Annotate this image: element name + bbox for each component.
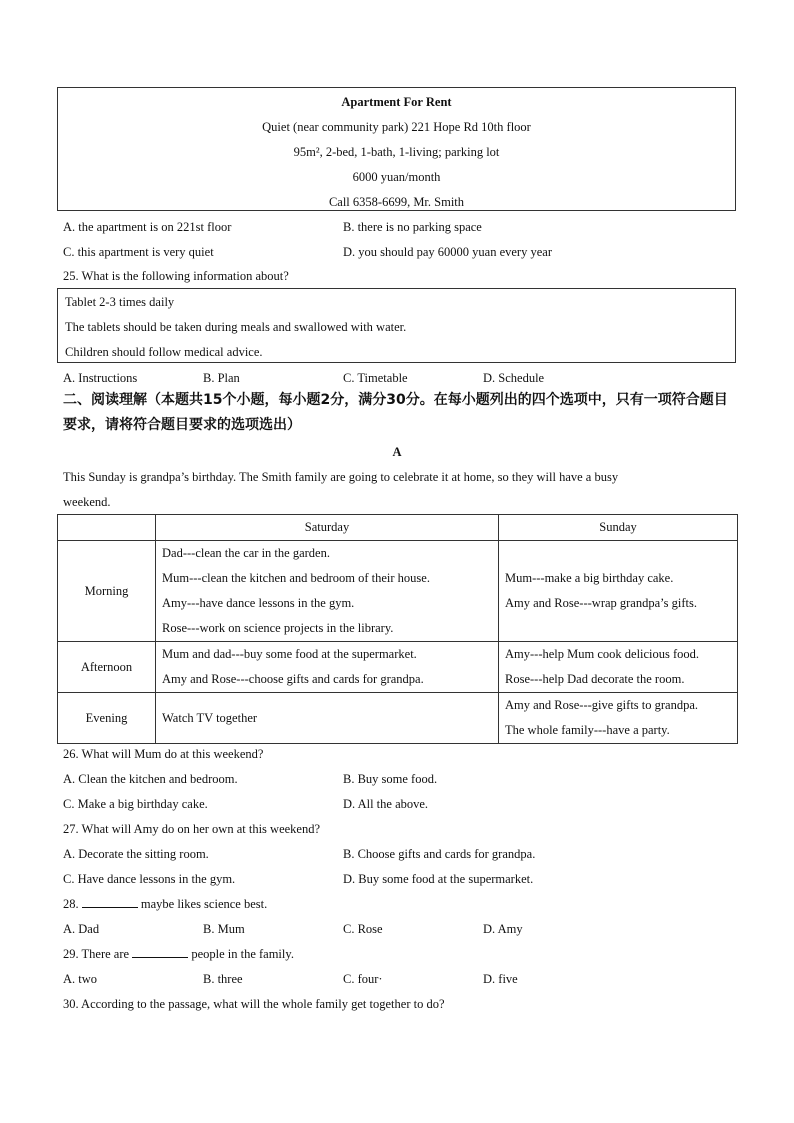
- q29-text-pre: 29. There are: [63, 947, 130, 961]
- medicine-line: The tablets should be taken during meals and swallowed with water.: [65, 320, 407, 334]
- activity-line: Mum---clean the kitchen and bedroom of their house.: [162, 571, 430, 585]
- table-header-sunday: Sunday: [499, 515, 738, 541]
- activity-line: Mum---make a big birthday cake.: [505, 571, 674, 585]
- activity-line: Rose---help Dad decorate the room.: [505, 672, 685, 686]
- ad-price: 6000 yuan/month: [352, 170, 441, 184]
- q27-question: 27. What will Amy do on her own at this weekend?: [63, 822, 321, 836]
- q29-option-b[interactable]: B. three: [203, 972, 243, 986]
- q25-option-a[interactable]: A. Instructions: [63, 371, 138, 385]
- q26-option-d[interactable]: D. All the above.: [343, 797, 429, 811]
- passage-intro-line: This Sunday is grandpa’s birthday. The Smith family are going to celebrate it at home, so they will have a busy: [63, 470, 619, 484]
- answer-blank[interactable]: [82, 896, 138, 908]
- q29-option-d[interactable]: D. five: [483, 972, 518, 986]
- q28-option-b[interactable]: B. Mum: [203, 922, 245, 936]
- passage-label: A: [392, 445, 402, 459]
- saturday-cell: [156, 541, 499, 642]
- sunday-cell: [499, 642, 738, 693]
- activity-line: The whole family---have a party.: [505, 723, 670, 737]
- q28-option-a[interactable]: A. Dad: [63, 922, 100, 936]
- q27-option-c[interactable]: C. Have dance lessons in the gym.: [63, 872, 236, 886]
- section-heading: 二、阅读理解（本题共15个小题，每小题2分，满分30分。在每小题列出的四个选项中，只有一项符合题目要求，请将符合题目要求的选项选出）: [63, 392, 728, 433]
- q26-option-b[interactable]: B. Buy some food.: [343, 772, 438, 786]
- q28-number: 28.: [63, 897, 79, 911]
- row-label: Morning: [58, 541, 156, 642]
- passage-intro-line: weekend.: [63, 495, 111, 509]
- q29-question: [63, 946, 294, 962]
- ad-title: Apartment For Rent: [341, 95, 452, 109]
- sunday-cell: [499, 541, 738, 642]
- activity-line: Dad---clean the car in the garden.: [162, 546, 330, 560]
- ad-contact: Call 6358-6699, Mr. Smith: [328, 195, 465, 209]
- q28-option-d[interactable]: D. Amy: [483, 922, 523, 936]
- activity-line: Amy---have dance lessons in the gym.: [162, 596, 355, 610]
- table-row-evening: [58, 693, 738, 744]
- activity-line: Mum and dad---buy some food at the supermarket.: [162, 647, 417, 661]
- activity-line: Rose---work on science projects in the library.: [162, 621, 394, 635]
- q27-option-a[interactable]: A. Decorate the sitting room.: [63, 847, 209, 861]
- q28-option-c[interactable]: C. Rose: [343, 922, 383, 936]
- q28-text: maybe likes science best.: [140, 897, 268, 911]
- sunday-cell: [499, 693, 738, 744]
- activity-line: Watch TV together: [162, 710, 258, 725]
- q26-option-a[interactable]: A. Clean the kitchen and bedroom.: [63, 772, 238, 786]
- q29-option-c[interactable]: C. four·: [343, 972, 383, 986]
- activity-line: Amy and Rose---choose gifts and cards for grandpa.: [162, 672, 424, 686]
- row-label: Evening: [58, 693, 156, 744]
- q25-option-b[interactable]: B. Plan: [203, 371, 240, 385]
- activity-line: Amy and Rose---wrap grandpa’s gifts.: [505, 596, 697, 610]
- q25-option-c[interactable]: C. Timetable: [343, 371, 408, 385]
- q29-option-a[interactable]: A. two: [63, 972, 98, 986]
- q27-option-d[interactable]: D. Buy some food at the supermarket.: [343, 872, 534, 886]
- saturday-cell: [156, 693, 499, 744]
- q26-question: 26. What will Mum do at this weekend?: [63, 747, 264, 761]
- q26-option-c[interactable]: C. Make a big birthday cake.: [63, 797, 208, 811]
- q27-option-b[interactable]: B. Choose gifts and cards for grandpa.: [343, 847, 536, 861]
- apartment-ad-box: [57, 87, 736, 211]
- table-row-afternoon: [58, 642, 738, 693]
- q25-question: 25. What is the following information about?: [63, 269, 289, 283]
- medicine-line: Children should follow medical advice.: [65, 345, 263, 359]
- saturday-cell: [156, 642, 499, 693]
- table-header-empty: [58, 515, 156, 541]
- q24-option-d[interactable]: D. you should pay 60000 yuan every year: [343, 245, 552, 259]
- medicine-line: Tablet 2-3 times daily: [65, 295, 175, 309]
- q24-option-a[interactable]: A. the apartment is on 221st floor: [63, 220, 232, 234]
- weekend-schedule-table: [57, 514, 738, 744]
- q24-option-c[interactable]: C. this apartment is very quiet: [63, 245, 214, 259]
- row-label: Afternoon: [58, 642, 156, 693]
- q28-question: [63, 896, 267, 912]
- activity-line: Amy---help Mum cook delicious food.: [505, 647, 700, 661]
- ad-details: 95m², 2-bed, 1-bath, 1-living; parking lot: [293, 145, 500, 159]
- table-header-row: [58, 515, 738, 541]
- table-row-morning: [58, 541, 738, 642]
- q25-option-d[interactable]: D. Schedule: [483, 371, 545, 385]
- medicine-info-box: [57, 288, 736, 363]
- q30-question: 30. According to the passage, what will the whole family get together to do?: [63, 997, 445, 1011]
- ad-address: Quiet (near community park) 221 Hope Rd 10th floor: [262, 120, 531, 134]
- q24-option-b[interactable]: B. there is no parking space: [343, 220, 482, 234]
- activity-line: Amy and Rose---give gifts to grandpa.: [505, 698, 699, 712]
- q29-text-post: people in the family.: [191, 947, 294, 961]
- answer-blank[interactable]: [132, 946, 188, 958]
- table-header-saturday: Saturday: [156, 515, 499, 541]
